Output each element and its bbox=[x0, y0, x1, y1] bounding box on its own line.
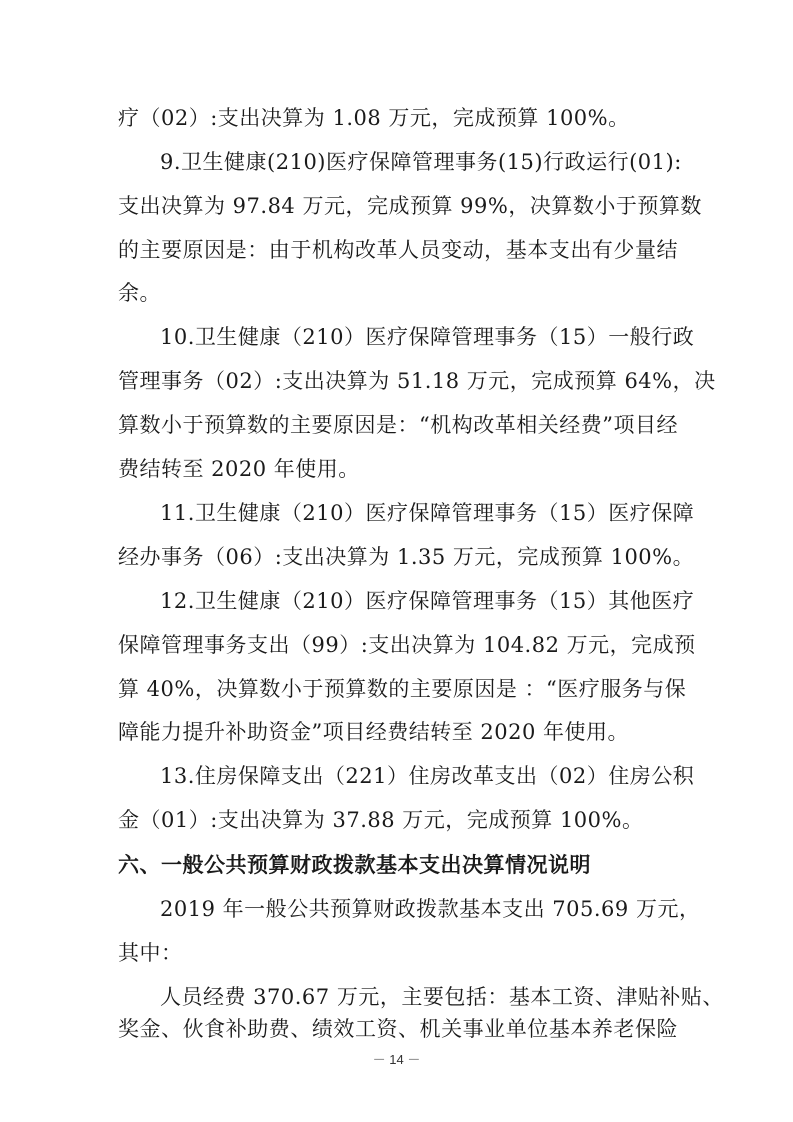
section-heading: 六、一般公共预算财政拨款基本支出决算情况说明 bbox=[118, 853, 591, 877]
paragraph-line: 的主要原因是：由于机构改革人员变动，基本支出有少量结 bbox=[118, 238, 678, 262]
paragraph-line: 费结转至 2020 年使用。 bbox=[118, 457, 360, 481]
paragraph-line: 人员经费 370.67 万元，主要包括：基本工资、津贴补贴、 bbox=[160, 985, 724, 1009]
paragraph-line: 支出决算为 97.84 万元，完成预算 99%，决算数小于预算数 bbox=[118, 194, 702, 218]
paragraph-line: 奖金、伙食补助费、绩效工资、机关事业单位基本养老保险 bbox=[118, 1017, 678, 1041]
paragraph-line: 管理事务（02）:支出决算为 51.18 万元，完成预算 64%，决 bbox=[118, 369, 716, 393]
paragraph-line: 疗（02）:支出决算为 1.08 万元，完成预算 100%。 bbox=[118, 106, 630, 130]
paragraph-line: 算数小于预算数的主要原因是：“机构改革相关经费”项目经 bbox=[118, 413, 678, 437]
paragraph-line: 11.卫生健康（210）医疗保障管理事务（15）医疗保障 bbox=[160, 501, 695, 525]
paragraph-line: 经办事务（06）:支出决算为 1.35 万元，完成预算 100%。 bbox=[118, 545, 695, 569]
paragraph-line: 余。 bbox=[118, 281, 161, 305]
paragraph-line: 保障管理事务支出（99）:支出决算为 104.82 万元，完成预 bbox=[118, 633, 696, 657]
paragraph-line: 算 40%，决算数小于预算数的主要原因是 ：“医疗服务与保 bbox=[118, 677, 687, 701]
page-number: － 14 － bbox=[372, 1052, 421, 1067]
paragraph-line: 10.卫生健康（210）医疗保障管理事务（15）一般行政 bbox=[160, 325, 695, 349]
paragraph-line: 其中： bbox=[118, 941, 183, 965]
paragraph-line: 12.卫生健康（210）医疗保障管理事务（15）其他医疗 bbox=[160, 589, 695, 613]
paragraph-line: 障能力提升补助资金”项目经费结转至 2020 年使用。 bbox=[118, 720, 630, 744]
paragraph-line: 2019 年一般公共预算财政拨款基本支出 705.69 万元， bbox=[160, 897, 701, 921]
paragraph-line: 9.卫生健康(210)医疗保障管理事务(15)行政运行(01): bbox=[160, 150, 682, 174]
paragraph-line: 13.住房保障支出（221）住房改革支出（02）住房公积 bbox=[160, 764, 695, 788]
paragraph-line: 金（01）:支出决算为 37.88 万元，完成预算 100%。 bbox=[118, 808, 644, 832]
